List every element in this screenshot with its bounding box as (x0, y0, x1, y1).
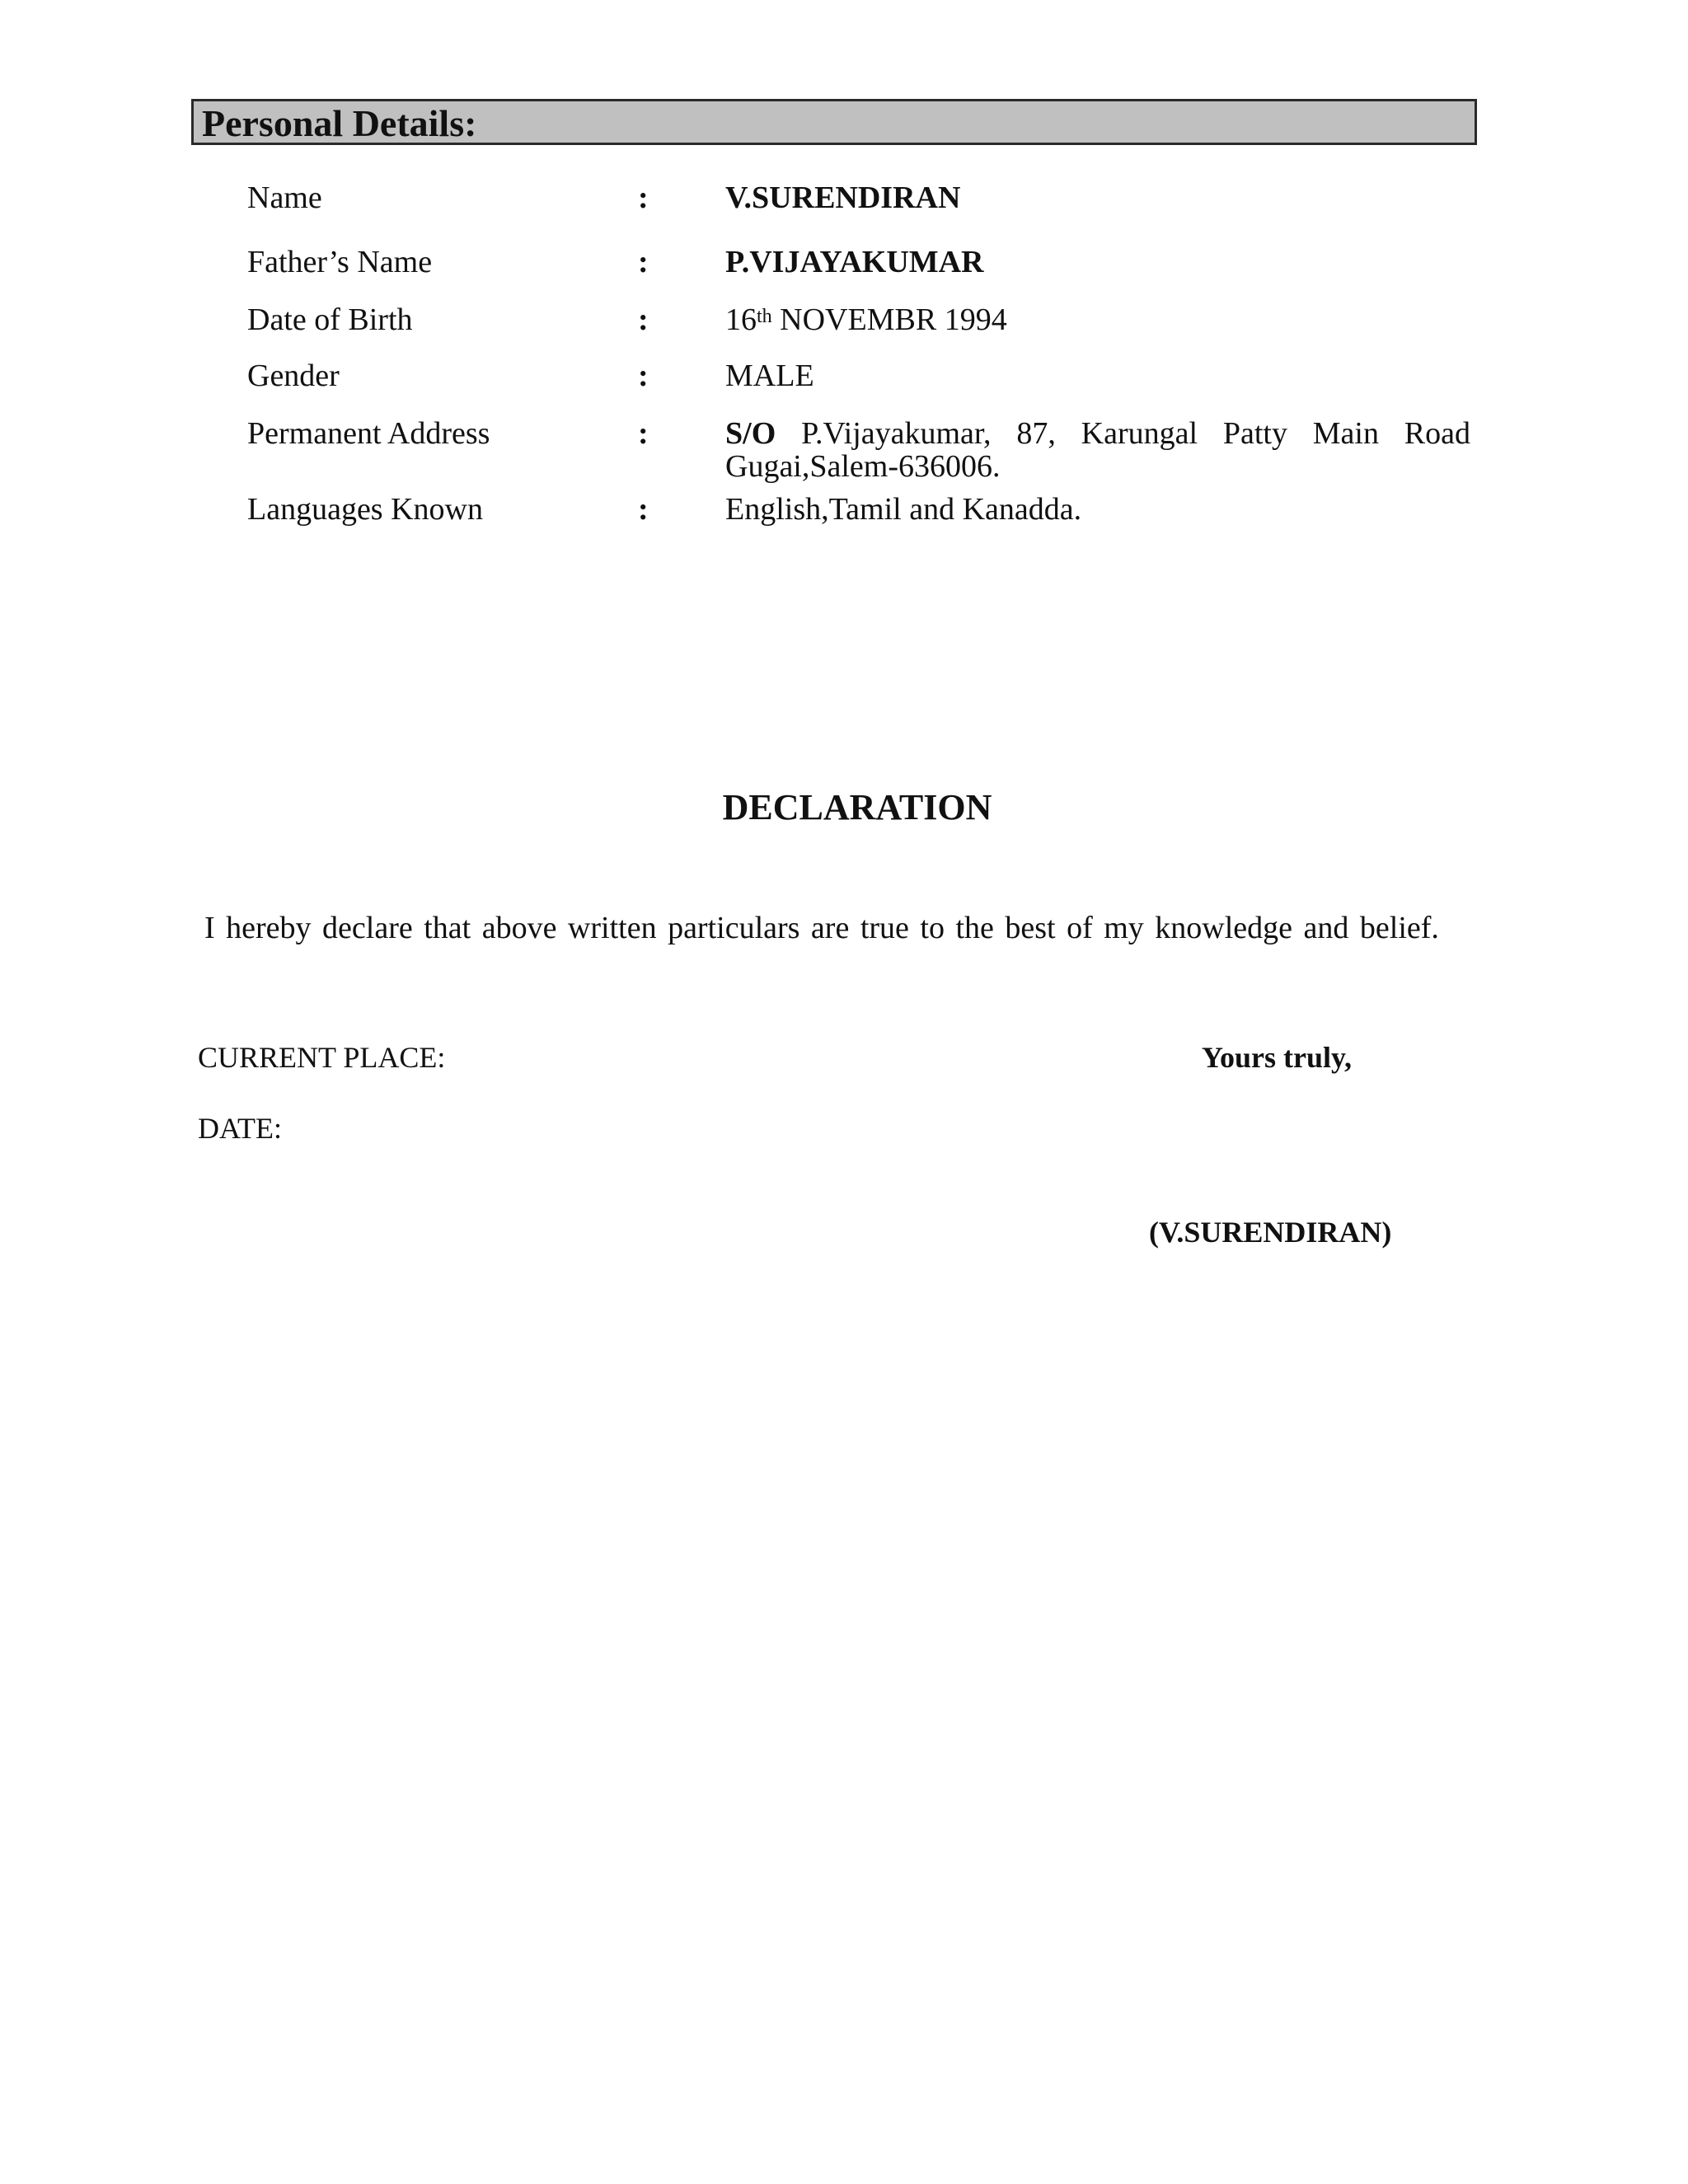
date-label: DATE: (198, 1112, 282, 1145)
gender-label: Gender (247, 359, 340, 393)
address-line-1 (725, 415, 1470, 452)
separator-colon: : (638, 359, 649, 393)
dob-day: 16 (725, 302, 757, 337)
address-line-1-text: P.Vijayakumar, 87, Karungal Patty Main Road (801, 416, 1470, 451)
father-name-value: P.VIJAYAKUMAR (725, 245, 984, 279)
dob-rest: NOVEMBR 1994 (771, 302, 1007, 337)
name-label: Name (247, 180, 322, 215)
father-name-label: Father’s Name (247, 245, 433, 279)
dob-suffix: th (757, 306, 772, 327)
name-value: V.SURENDIRAN (725, 180, 961, 215)
languages-label: Languages Known (247, 492, 483, 527)
separator-colon: : (638, 245, 649, 279)
signature-name: (V.SURENDIRAN) (1149, 1216, 1392, 1249)
personal-details-header (191, 99, 1477, 145)
address-line-2: Gugai,Salem-636006. (725, 449, 1001, 484)
closing-text: Yours truly, (1202, 1041, 1353, 1074)
languages-value: English,Tamil and Kanadda. (725, 492, 1082, 527)
separator-colon: : (638, 302, 649, 337)
dob-value (725, 302, 1007, 338)
dob-label: Date of Birth (247, 302, 413, 337)
address-label: Permanent Address (247, 416, 490, 451)
separator-colon: : (638, 416, 649, 451)
personal-details-heading: Personal Details: (202, 102, 477, 144)
declaration-title: DECLARATION (722, 787, 992, 827)
address-prefix: S/O (725, 416, 776, 451)
declaration-text: I hereby declare that above written particulars are true to the best of my knowledge and belief. (204, 911, 1439, 945)
separator-colon: : (638, 180, 649, 215)
gender-value: MALE (725, 359, 814, 393)
current-place-label: CURRENT PLACE: (198, 1041, 446, 1074)
separator-colon: : (638, 492, 649, 527)
